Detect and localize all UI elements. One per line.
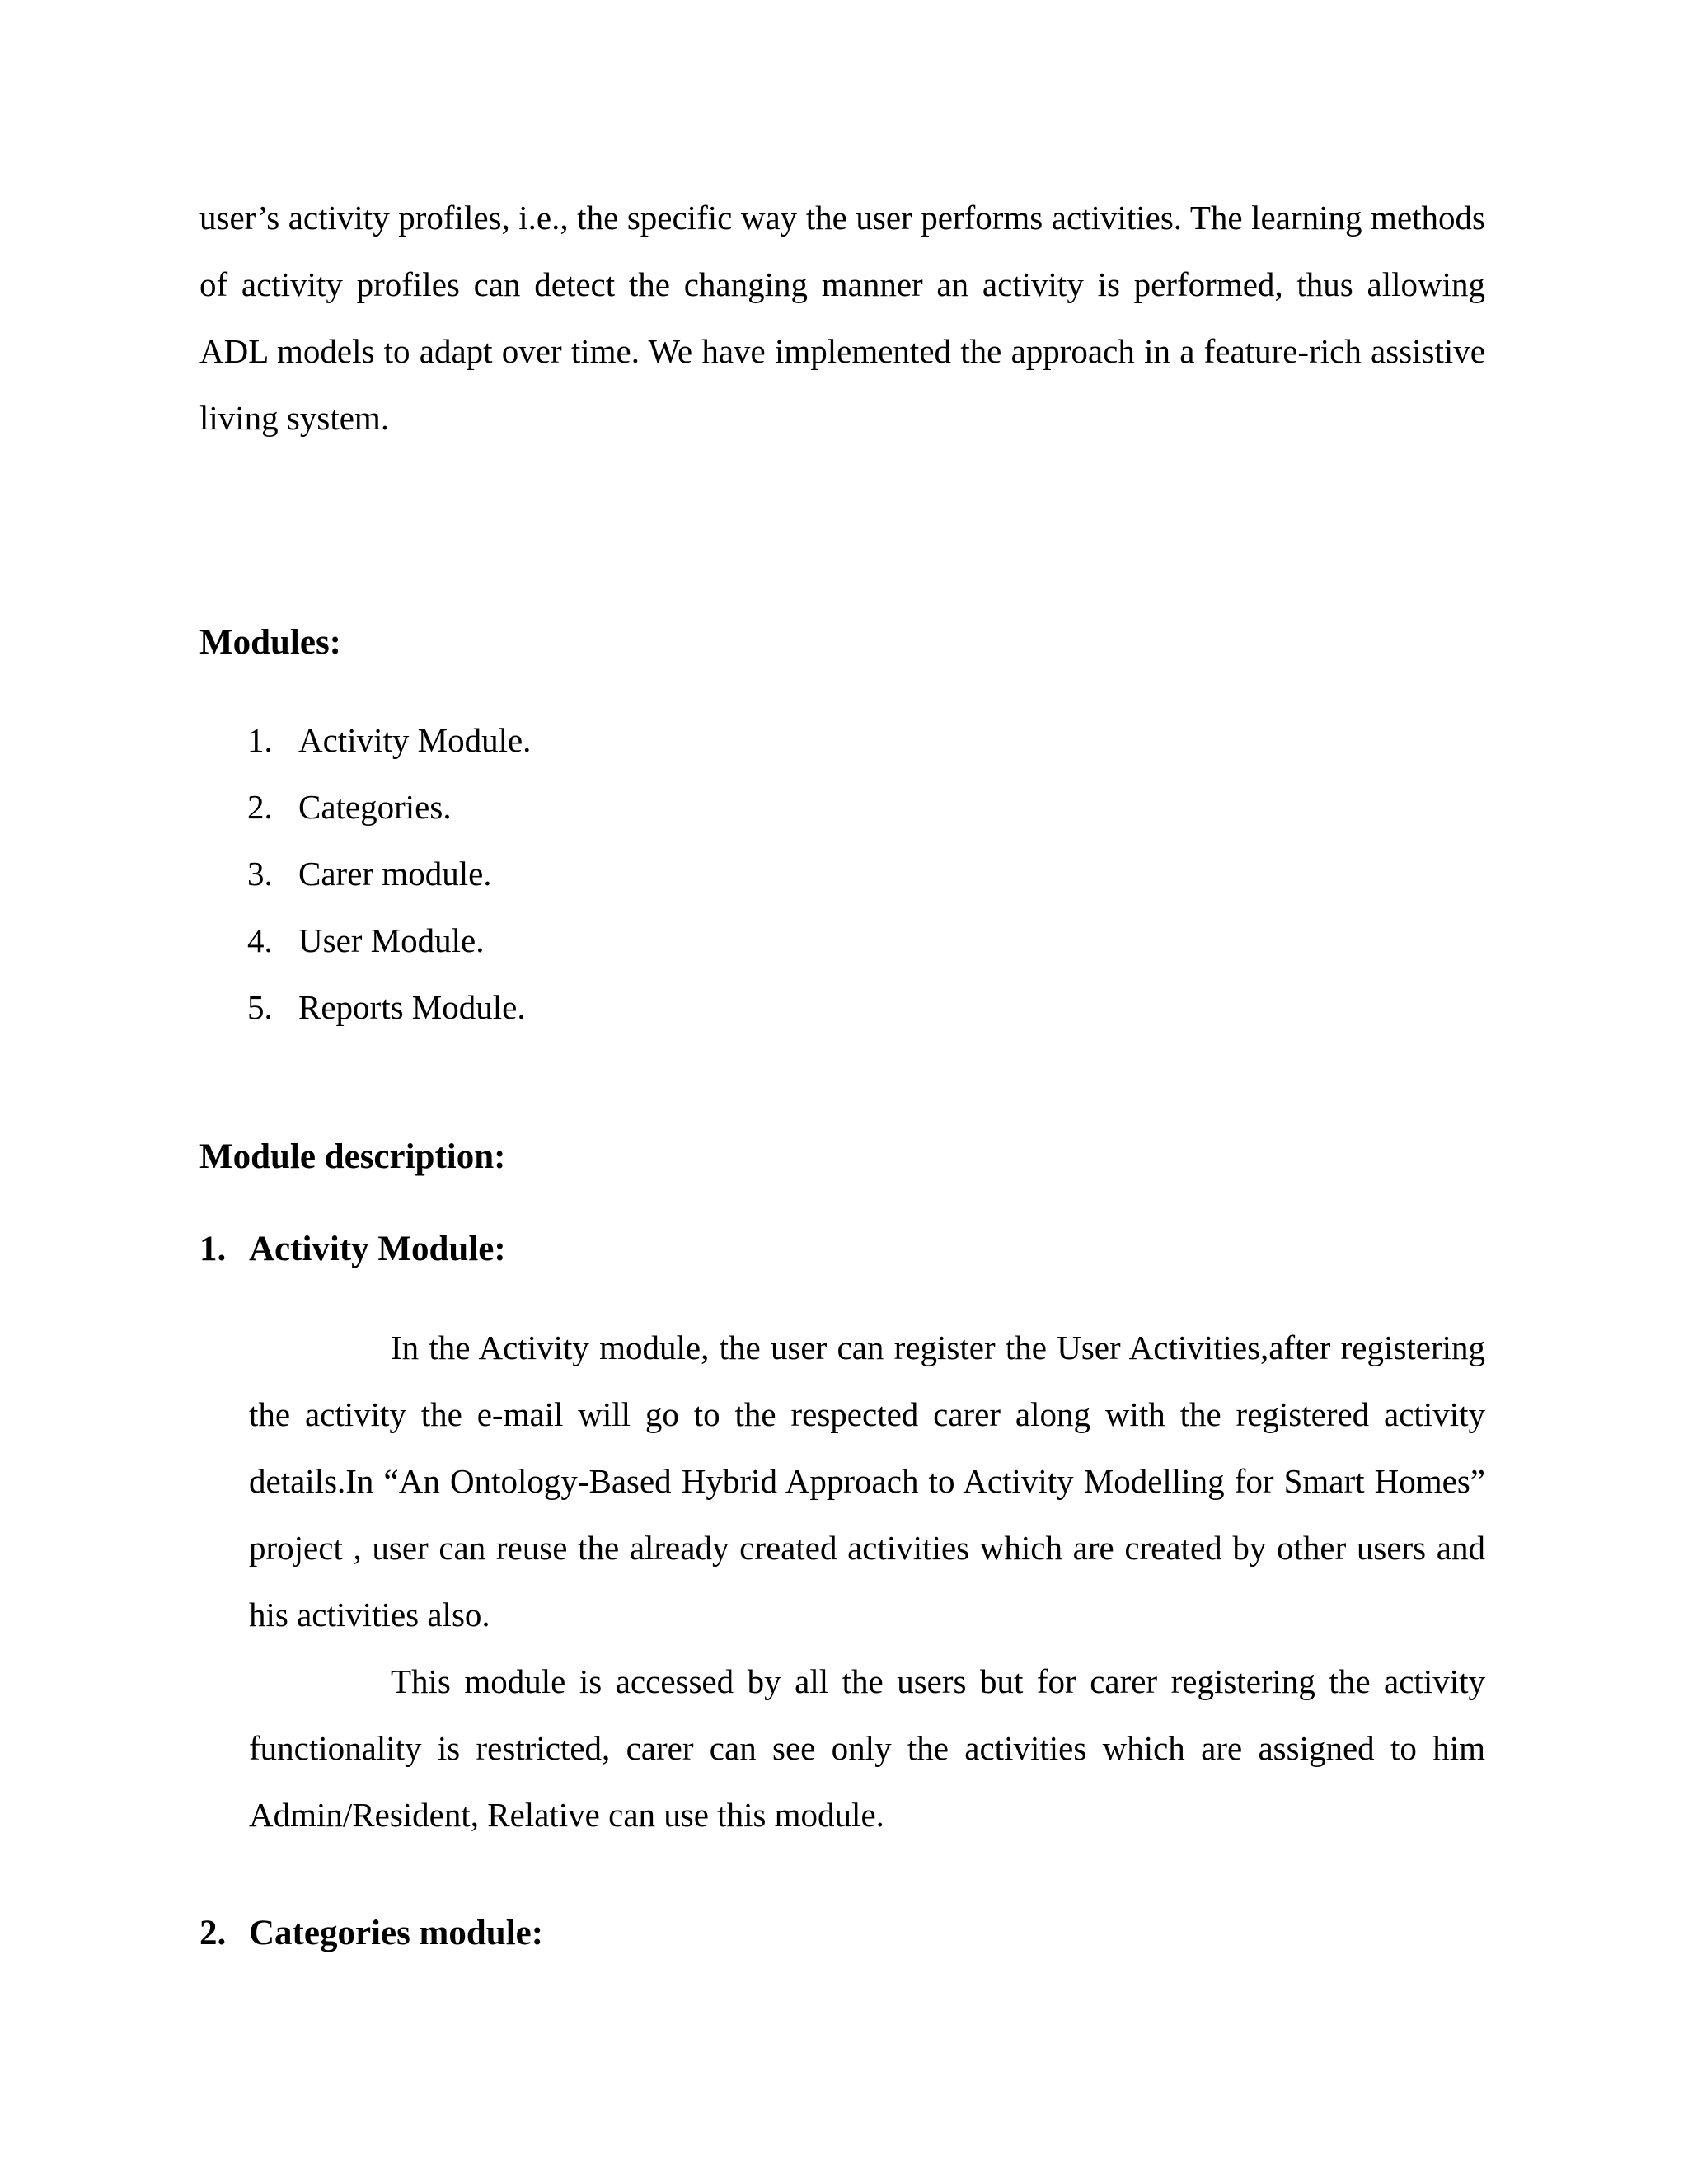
modules-heading: Modules: (199, 623, 341, 662)
list-item-label: Activity Module. (298, 721, 532, 759)
list-item-number: 4. (247, 921, 273, 959)
section-number: 2. (199, 1914, 227, 1952)
intro-paragraph: user’s activity profiles, i.e., the specific way the user performs activities. The learning methods of activity profiles can detect the changing manner an activity is performed, thus allowing ADL models to adapt over time. We have implemented the approach in a feature-rich assistive living system. (199, 199, 1485, 437)
list-item-label: User Module. (298, 921, 485, 959)
list-item-number: 5. (247, 988, 273, 1026)
activity-module-paragraph-1: In the Activity module, the user can register the User Activities,after registering the activity the e-mail will go to the respected carer along with the registered activity details.In “An Ontology-Based Hybrid Approach to Activity Modelling for Smart Homes” project , user can reuse the already created activities which are created by other users and his activities also. (249, 1329, 1485, 1633)
list-item (247, 774, 531, 841)
section-number: 1. (199, 1230, 227, 1268)
list-item-number: 1. (247, 721, 273, 759)
list-item (247, 974, 531, 1041)
list-item (247, 841, 531, 907)
list-item (247, 907, 531, 974)
section-title: Categories module: (249, 1914, 544, 1952)
list-item-number: 3. (247, 855, 273, 893)
activity-module-paragraph-2: This module is accessed by all the users but for carer registering the activity functionality is restricted, carer can see only the activities which are assigned to him Admin/Resident, Relative can use this module. (249, 1662, 1485, 1834)
section-title: Activity Module: (249, 1230, 506, 1268)
activity-module-body (249, 1315, 1485, 1849)
activity-module-heading (199, 1225, 506, 1274)
module-description-heading: Module description: (199, 1137, 506, 1176)
list-item-label: Reports Module. (298, 988, 526, 1026)
list-item-number: 2. (247, 788, 273, 826)
intro-section (199, 185, 1485, 452)
list-item-label: Categories. (298, 788, 452, 826)
categories-module-heading (199, 1909, 543, 1958)
modules-list (247, 707, 531, 1041)
list-item-label: Carer module. (298, 855, 492, 893)
list-item (247, 707, 531, 774)
